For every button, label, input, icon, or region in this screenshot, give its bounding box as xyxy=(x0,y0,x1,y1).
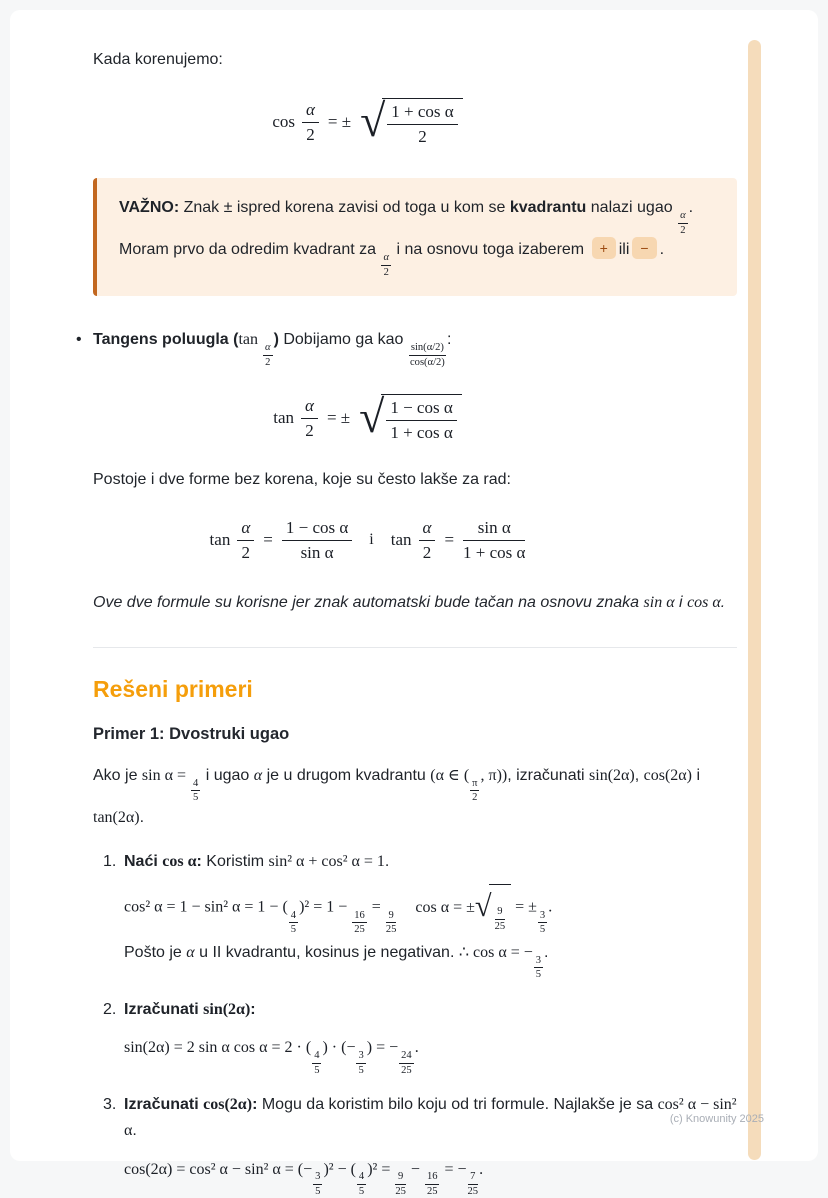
fraction-denominator: 25 xyxy=(395,1186,406,1198)
step-number: 3. xyxy=(103,1096,117,1114)
fraction-denominator: 1 + cos α xyxy=(463,542,526,562)
step-conclusion xyxy=(124,940,737,981)
step-2 xyxy=(93,997,737,1077)
math-relation: = xyxy=(263,530,273,550)
fraction-numerator: 4 xyxy=(191,778,200,792)
fraction-denominator: 25 xyxy=(354,924,365,936)
text-run: , izračunati xyxy=(507,766,590,784)
footer-credit: (c) Knowunity 2025 xyxy=(669,1113,764,1125)
note-text xyxy=(93,590,737,616)
text-run: , xyxy=(634,766,644,784)
fraction-numerator: 3 xyxy=(534,955,543,969)
step-heading xyxy=(124,849,737,875)
math-fraction xyxy=(495,906,506,932)
math-inline: tan(2α) xyxy=(93,808,140,826)
step-1 xyxy=(93,849,737,981)
math-fraction xyxy=(381,252,391,278)
math-inline: sin² α + cos² α = 1 xyxy=(268,852,385,870)
fraction-numerator: sin α xyxy=(463,518,525,541)
square-root xyxy=(475,884,511,932)
math-inline: sin(2α) xyxy=(589,766,635,784)
fraction-denominator: 5 xyxy=(535,969,542,981)
step-plain-text: Koristim xyxy=(201,852,269,870)
fraction-denominator: 5 xyxy=(358,1064,364,1076)
math-text: )² − ( xyxy=(323,1160,356,1178)
callout-label: VAŽNO: xyxy=(119,199,180,217)
step-plain-text: . xyxy=(132,1122,137,1140)
math-line xyxy=(124,884,737,936)
step-plain-text: Mogu da koristim bilo koju od tri formule. Najlakše je sa xyxy=(257,1096,658,1114)
step-plain-text: . xyxy=(384,852,390,870)
math-text: sin(2α) = 2 sin α cos α = 2 · ( xyxy=(124,1039,312,1057)
step-plain-text: . xyxy=(544,943,549,961)
math-fraction xyxy=(468,1171,479,1197)
fraction-denominator: 1 + cos α xyxy=(390,422,453,442)
math-text: )² = 1 − xyxy=(299,898,352,916)
callout-text: i na osnovu toga izaberem xyxy=(392,241,589,259)
math-relation: = ± xyxy=(327,112,352,132)
bullet-plain-text: : xyxy=(446,331,452,349)
fraction-denominator: 25 xyxy=(467,1186,479,1198)
math-inline: sin(2α) xyxy=(203,1000,251,1018)
math-fraction xyxy=(386,910,397,936)
fraction-numerator: α xyxy=(263,342,273,356)
math-text: . xyxy=(479,1160,484,1178)
fraction-numerator: 4 xyxy=(289,910,298,924)
math-fraction xyxy=(282,518,352,562)
step-body xyxy=(124,849,737,981)
fraction-denominator: 2 xyxy=(305,420,314,440)
fraction-denominator: 2 xyxy=(265,356,271,368)
math-inline: α xyxy=(186,943,195,961)
fraction-numerator: 16 xyxy=(352,910,367,924)
bullet-icon: • xyxy=(76,331,82,349)
math-inline: cos α xyxy=(162,852,197,870)
math-fraction xyxy=(312,1050,321,1076)
minus-badge: − xyxy=(632,237,656,259)
math-text: = ± xyxy=(511,898,537,916)
radical-icon: √ xyxy=(359,390,385,442)
bullet-plain-text: Dobijamo ga kao xyxy=(278,331,408,349)
math-inline: (α ∈ ( xyxy=(430,766,470,784)
radical-icon: √ xyxy=(474,889,492,924)
section-divider xyxy=(93,647,737,648)
math-inline: , π)) xyxy=(480,766,508,784)
math-text: − xyxy=(406,1160,424,1178)
display-formula-cos-half-angle xyxy=(93,94,737,146)
math-fraction xyxy=(419,518,436,562)
step-heading xyxy=(124,997,737,1023)
fraction-denominator: 2 xyxy=(472,792,478,804)
radical-icon: √ xyxy=(360,94,386,146)
math-line xyxy=(124,1032,737,1076)
bullet-bold-text: Tangens poluugla ( xyxy=(93,331,239,349)
math-text: )² = xyxy=(367,1160,395,1178)
math-line xyxy=(124,1154,737,1198)
fraction-denominator: 25 xyxy=(494,920,506,932)
step-number: 2. xyxy=(103,1000,117,1018)
fraction-numerator: 4 xyxy=(312,1050,321,1064)
math-fraction xyxy=(191,778,200,804)
math-text: = xyxy=(367,898,385,916)
step-body xyxy=(124,1092,737,1197)
fraction-numerator: α xyxy=(302,100,319,123)
bullet-bold-text: ) xyxy=(273,331,279,349)
math-fraction xyxy=(409,342,446,368)
two-forms-text: Postoje i dve forme bez korena, koje su često lakše za rad: xyxy=(93,471,511,489)
fraction-numerator: 3 xyxy=(313,1171,322,1185)
step-bold-text: Izračunati xyxy=(124,1000,204,1018)
fraction-numerator: 4 xyxy=(357,1171,366,1185)
square-root xyxy=(359,390,462,442)
fraction-numerator: 16 xyxy=(425,1171,440,1185)
math-fraction xyxy=(237,518,254,562)
math-text: ) = − xyxy=(366,1039,399,1057)
conjunction-text: i xyxy=(369,531,374,549)
math-inline: ∴ cos α = − xyxy=(458,943,533,961)
math-relation: = ± xyxy=(326,408,351,428)
fraction-numerator: 1 + cos α xyxy=(387,102,457,125)
note-plain-text: i xyxy=(674,594,688,612)
math-function: cos xyxy=(272,112,295,132)
document-content xyxy=(76,10,737,1198)
math-fraction xyxy=(302,100,319,144)
math-inline: α xyxy=(253,766,263,784)
math-fraction xyxy=(399,1050,414,1076)
fraction-denominator: 2 xyxy=(418,126,427,146)
fraction-numerator: 24 xyxy=(399,1050,414,1064)
math-fraction xyxy=(289,910,298,936)
fraction-denominator: 5 xyxy=(314,1064,320,1076)
fraction-denominator: 2 xyxy=(422,542,432,562)
math-fraction xyxy=(352,910,367,936)
note-plain-text: Ove dve formule su korisne jer znak automatski bude tačan na osnovu znaka xyxy=(93,594,644,612)
callout-text: . Moram prvo da odredim kvadrant za xyxy=(119,199,694,259)
math-fraction xyxy=(470,778,479,804)
note-plain-text: . xyxy=(720,594,726,612)
math-fraction xyxy=(395,1171,406,1197)
math-inline: cos(2α) xyxy=(643,766,693,784)
fraction-numerator: 3 xyxy=(538,910,547,924)
problem-statement xyxy=(93,762,737,833)
callout-text: nalazi ugao xyxy=(586,199,678,217)
step-bold-text: : xyxy=(252,1096,258,1114)
example-heading: Primer 1: Dvostruki ugao xyxy=(93,724,290,743)
fraction-numerator: α xyxy=(678,210,688,224)
math-fraction xyxy=(534,955,543,981)
math-text: . xyxy=(414,1039,419,1057)
fraction-denominator: 25 xyxy=(385,924,397,936)
callout-text: Znak ± ispred korena zavisi od toga u kom se xyxy=(179,199,510,217)
text-run: Ako je xyxy=(93,766,142,784)
fraction-denominator: 5 xyxy=(290,924,297,936)
fraction-denominator: 25 xyxy=(401,1064,412,1076)
step-number: 1. xyxy=(103,852,117,870)
math-fraction xyxy=(425,1171,440,1197)
step-plain-text: u II kvadrantu, kosinus je negativan. xyxy=(194,943,459,961)
bullet-list-item xyxy=(76,326,737,368)
math-inline: sin α xyxy=(643,594,675,612)
math-fraction xyxy=(538,910,547,936)
fraction-denominator: 5 xyxy=(193,792,199,804)
math-fraction xyxy=(463,518,525,562)
math-function: tan xyxy=(390,530,412,550)
step-bold-text: Naći xyxy=(124,852,163,870)
fraction-numerator: 1 − cos α xyxy=(282,518,352,541)
math-fraction xyxy=(263,342,273,368)
important-callout xyxy=(93,178,737,296)
fraction-denominator: 25 xyxy=(426,1186,438,1198)
math-fraction xyxy=(386,398,456,442)
math-text: . xyxy=(548,898,553,916)
fraction-numerator: 9 xyxy=(395,1171,406,1185)
display-formula-tan-pair xyxy=(93,518,737,562)
intro-text: Kada korenujemo: xyxy=(93,51,223,68)
fraction-denominator: 5 xyxy=(315,1186,321,1198)
section-heading: Rešeni primeri xyxy=(93,675,253,702)
math-fraction xyxy=(313,1171,322,1197)
radicand xyxy=(382,98,462,146)
callout-bold-word: kvadrantu xyxy=(509,199,587,217)
fraction-numerator: 1 − cos α xyxy=(386,398,456,421)
step-bold-text: Izračunati xyxy=(124,1096,204,1114)
math-text: = − xyxy=(440,1160,467,1178)
callout-text: ili xyxy=(618,241,630,259)
fraction-numerator: sin(α/2) xyxy=(409,342,446,356)
fraction-numerator: α xyxy=(237,518,254,541)
fraction-denominator: 5 xyxy=(358,1186,365,1198)
math-text: ) · (− xyxy=(322,1039,356,1057)
fraction-denominator: sin α xyxy=(300,542,334,562)
page-edge-bar xyxy=(748,40,761,1160)
math-inline: sin α = xyxy=(141,766,190,784)
math-fraction xyxy=(387,102,457,146)
text-run: i ugao xyxy=(201,766,254,784)
text-run: . xyxy=(139,808,145,826)
math-inline: cos(2α) xyxy=(203,1096,253,1114)
square-root xyxy=(360,94,463,146)
math-relation: = xyxy=(444,530,455,550)
fraction-denominator: 2 xyxy=(680,224,686,236)
display-formula-tan-half-angle xyxy=(93,390,737,442)
plus-badge: + xyxy=(592,237,616,259)
fraction-numerator: α xyxy=(301,396,318,419)
fraction-numerator: π xyxy=(470,778,479,792)
fraction-numerator: α xyxy=(381,252,391,266)
math-fraction xyxy=(356,1050,365,1076)
fraction-denominator: 2 xyxy=(241,542,251,562)
math-function: tan xyxy=(238,331,263,349)
step-bold-text: : xyxy=(250,1000,256,1018)
callout-text: . xyxy=(659,241,665,259)
fraction-denominator: cos(α/2) xyxy=(409,356,445,368)
document-page xyxy=(10,10,818,1198)
radicand xyxy=(489,884,512,932)
text-run: je u drugom kvadrantu xyxy=(262,766,431,784)
math-inline: cos α xyxy=(687,594,721,612)
math-inline: cos² α − sin² α xyxy=(124,1096,737,1140)
math-text: cos² α = 1 − sin² α = 1 − ( xyxy=(124,898,288,916)
math-fraction xyxy=(678,210,688,236)
numbered-steps xyxy=(93,849,737,1198)
text-run: i xyxy=(692,766,701,784)
fraction-denominator: 2 xyxy=(306,124,315,144)
fraction-numerator: 9 xyxy=(495,906,506,920)
fraction-denominator: 5 xyxy=(539,924,546,936)
math-text: cos(2α) = cos² α − sin² α = (− xyxy=(124,1160,313,1178)
fraction-numerator: 3 xyxy=(356,1050,365,1064)
step-heading xyxy=(124,1092,737,1143)
math-function: tan xyxy=(273,408,295,428)
fraction-numerator: 7 xyxy=(468,1171,479,1185)
step-bold-text: : xyxy=(196,852,202,870)
step-body xyxy=(124,997,737,1077)
math-text: cos α = ± xyxy=(415,898,475,916)
math-fraction xyxy=(301,396,318,440)
math-function: tan xyxy=(209,530,231,550)
fraction-numerator: α xyxy=(419,518,436,541)
step-plain-text: Pošto je xyxy=(124,943,187,961)
math-fraction xyxy=(357,1171,366,1197)
fraction-denominator: 2 xyxy=(383,266,389,278)
step-3 xyxy=(93,1092,737,1197)
radicand xyxy=(381,394,461,442)
fraction-numerator: 9 xyxy=(386,910,397,924)
